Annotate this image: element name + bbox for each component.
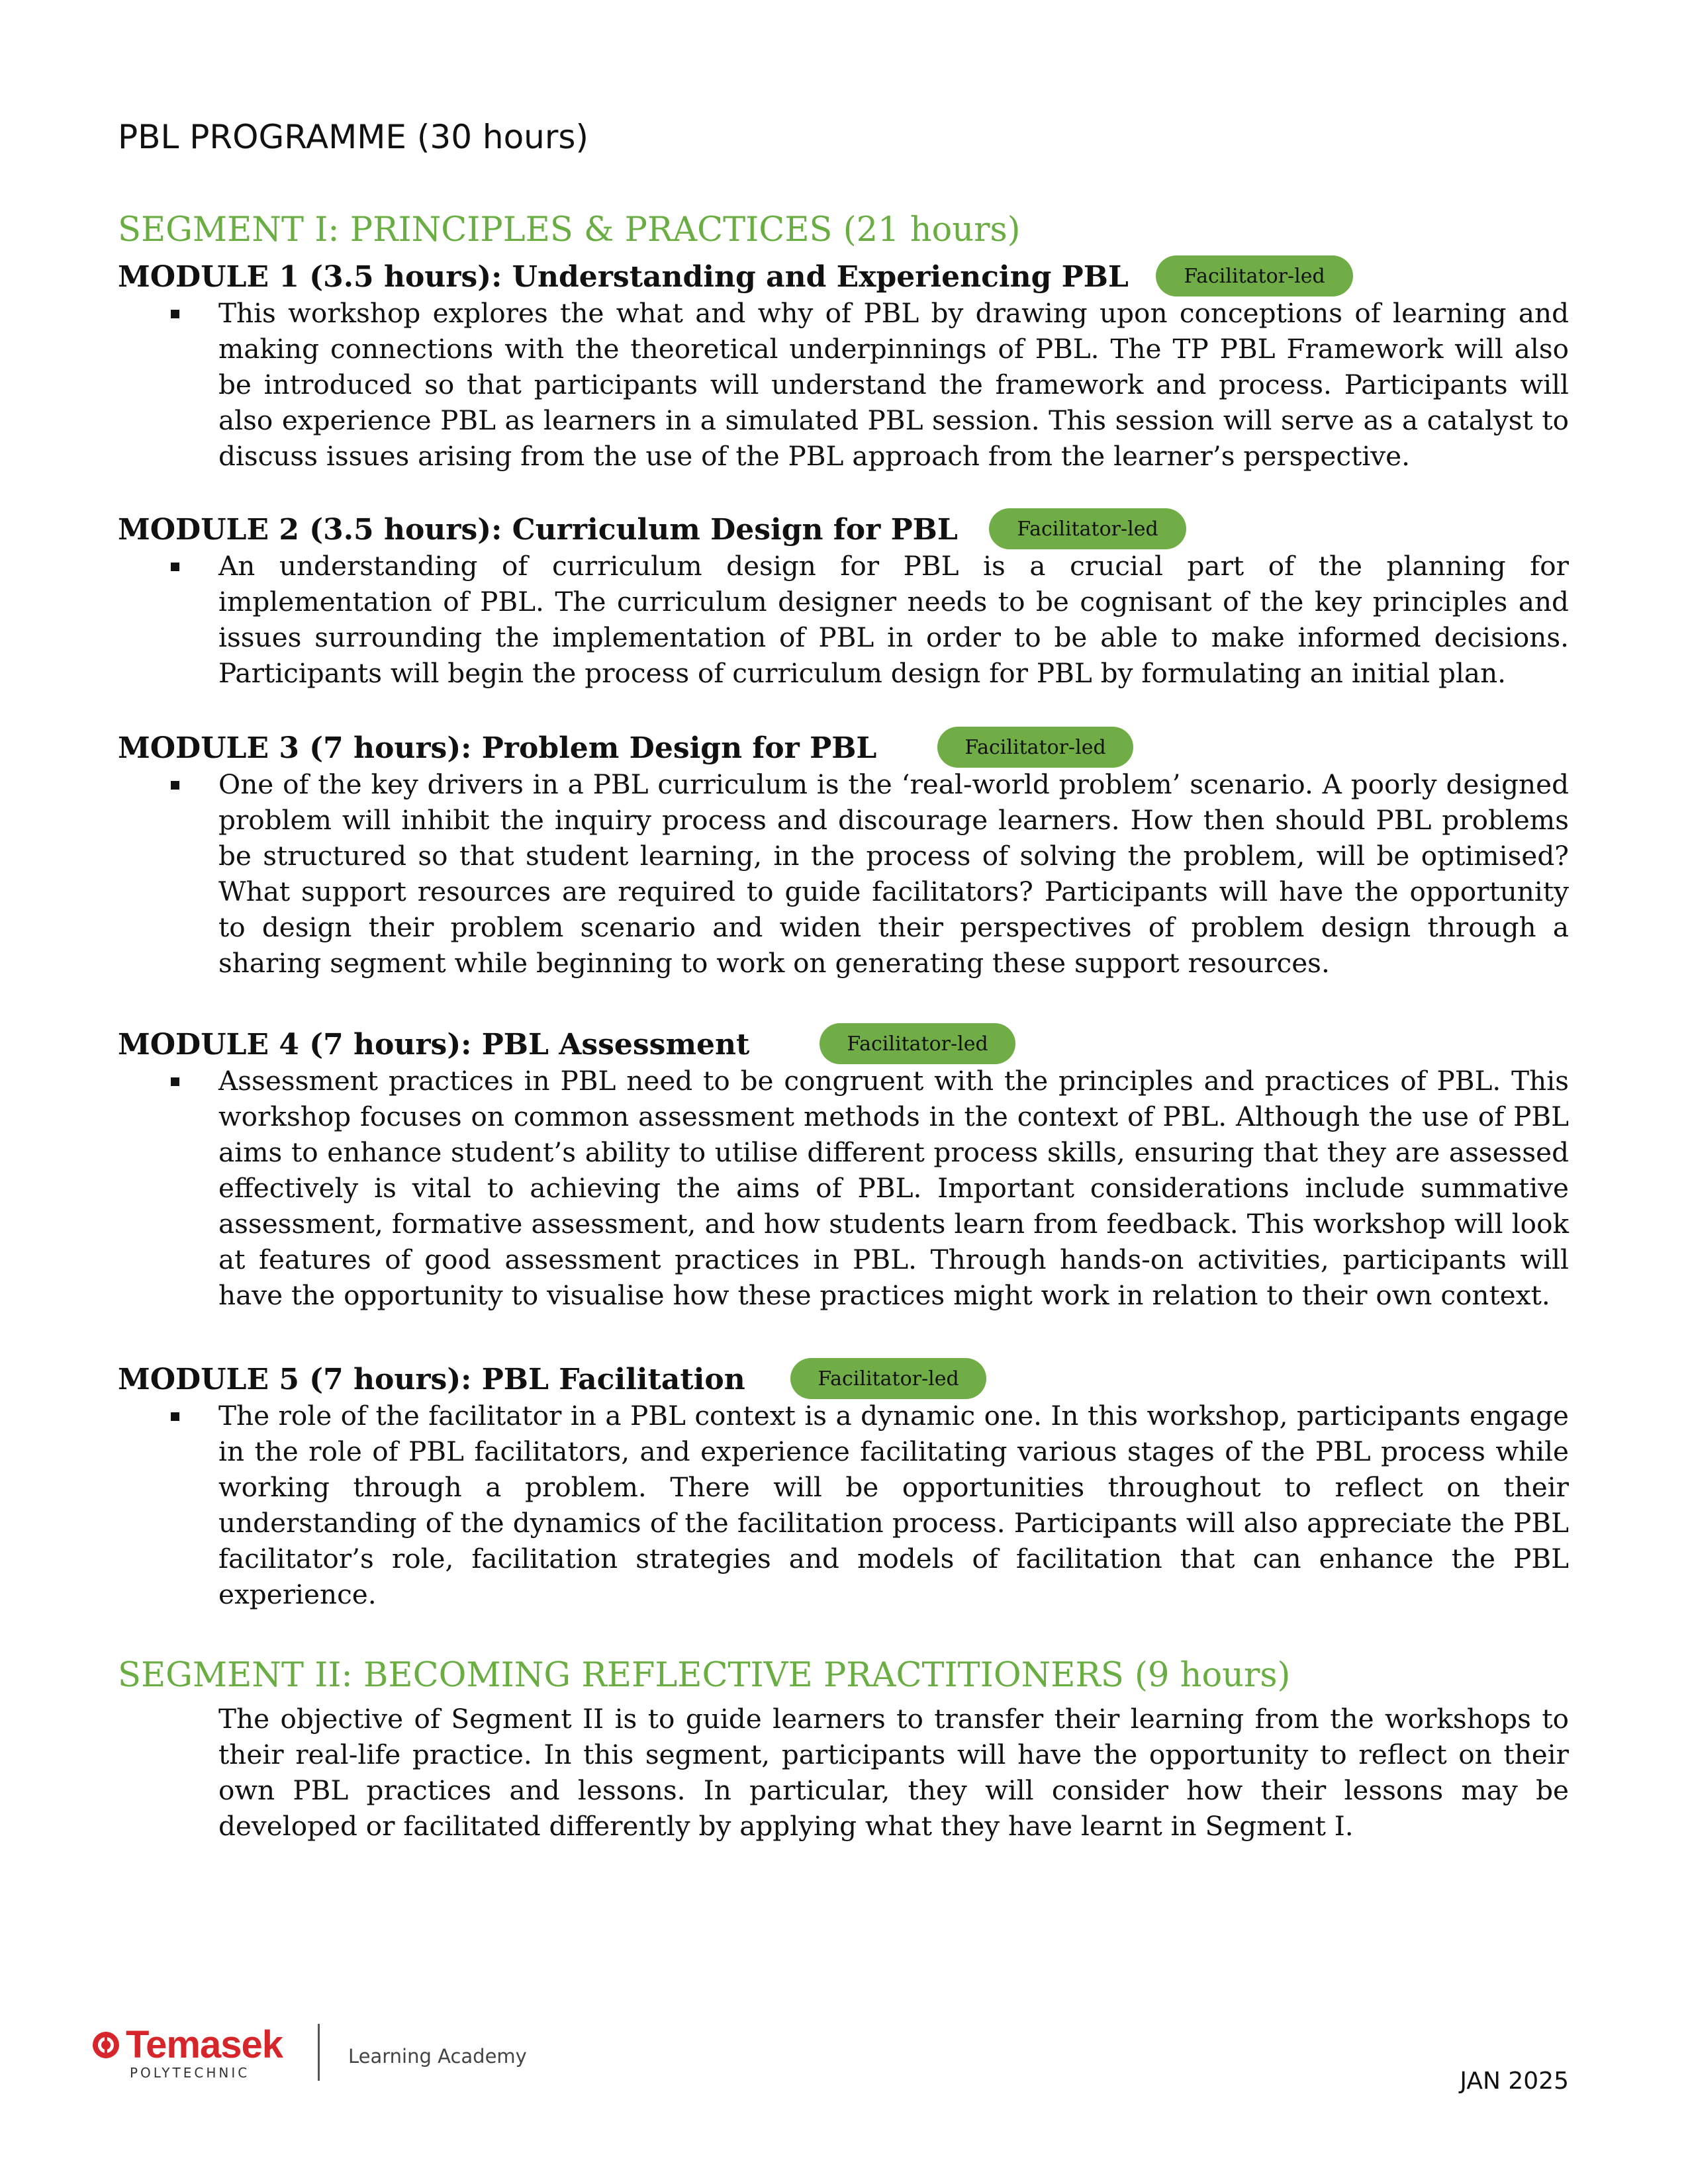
module-5-heading [118,1358,745,1400]
document-title: PBL PROGRAMME (30 hours) [118,118,588,156]
module-1-heading [118,255,1129,298]
module-3-description: One of the key drivers in a PBL curriculum is the ‘real-world problem’ scenario. A poorly designed problem will inhibit the inquiry process and discourage learners. How then should PBL problems be structured so that student learning, in the process of solving the problem, will be optimised? What support resources are required to guide facilitators? Participants will have the opportunity to design their problem scenario and widen their perspectives of problem design through a sharing segment while beginning to work on generating these support resources. [218,768,1569,979]
bullet-icon [171,781,179,790]
learning-academy-label: Learning Academy [348,2045,527,2068]
bullet-icon [171,1412,179,1421]
segment-1-heading: SEGMENT I: PRINCIPLES & PRACTICES (21 hours) [118,210,1021,250]
logo-wordmark: Temasek [126,2023,283,2066]
module-5-description: The role of the facilitator in a PBL context is a dynamic one. In this workshop, participants engage in the role of PBL facilitators, and experience facilitating various stages of the PBL process while working through a problem. There will be opportunities throughout to reflect on their understanding of the dynamics of the facilitation process. Participants will also appreciate the PBL facilitator’s role, facilitation strategies and models of facilitation that can enhance the PBL experience. [218,1400,1569,1610]
module-4-facilitator-badge: Facilitator-led [820,1023,1015,1064]
temasek-emblem-icon [91,2030,120,2060]
segment-2-description: The objective of Segment II is to guide learners to transfer their learning from the workshops to their real-life practice. In this segment, participants will have the opportunity to reflect on their own PBL practices and lessons. In particular, they will consider how their lessons may be developed or facilitated differently by applying what they have learnt in Segment I. [218,1703,1569,1842]
module-4-title: MODULE 4 (7 hours): PBL Assessment [118,1027,750,1062]
logo-divider [318,2024,320,2081]
module-2-facilitator-badge: Facilitator-led [989,508,1186,549]
module-5-title: MODULE 5 (7 hours): PBL Facilitation [118,1362,745,1396]
module-5-facilitator-badge: Facilitator-led [790,1358,986,1399]
document-date: JAN 2025 [1460,2068,1569,2095]
module-2-heading [118,508,958,551]
module-1-description: This workshop explores the what and why of PBL by drawing upon conceptions of learning and making connections with the theoretical underpinnings of PBL. The TP PBL Framework will also be introduced so that participants will understand the framework and process. Participants will also experience PBL as learners in a simulated PBL session. This session will serve as a catalyst to discuss issues arising from the use of the PBL approach from the learner’s perspective. [218,297,1569,472]
module-4-description: Assessment practices in PBL need to be congruent with the principles and practices of PBL. This workshop focuses on common assessment methods in the context of PBL. Although the use of PBL aims to enhance student’s ability to utilise different process skills, ensuring that they are assessed effectively is vital to achieving the aims of PBL. Important considerations include summative assessment, formative assessment, and how students learn from feedback. This workshop will look at features of good assessment practices in PBL. Through hands-on activities, participants will have the opportunity to visualise how these practices might work in relation to their own context. [218,1065,1569,1311]
module-2-description: An understanding of curriculum design for PBL is a crucial part of the planning for implementation of PBL. The curriculum designer needs to be cognisant of the key principles and issues surrounding the implementation of PBL in order to be able to make informed decisions. Participants will begin the process of curriculum design for PBL by formulating an initial plan. [218,550,1569,689]
bullet-icon [171,310,179,318]
module-1-title: MODULE 1 (3.5 hours): Understanding and Experiencing PBL [118,259,1129,294]
module-3-title: MODULE 3 (7 hours): Problem Design for PBL [118,731,877,765]
temasek-polytechnic-logo [91,2019,555,2085]
module-3-facilitator-badge: Facilitator-led [937,727,1133,768]
bullet-icon [171,1077,179,1086]
module-1-facilitator-badge: Facilitator-led [1156,255,1353,296]
segment-2-heading: SEGMENT II: BECOMING REFLECTIVE PRACTITIONERS (9 hours) [118,1656,1291,1695]
bullet-icon [171,563,179,571]
module-4-heading [118,1023,749,1066]
logo-subtitle: POLYTECHNIC [130,2065,250,2081]
module-2-title: MODULE 2 (3.5 hours): Curriculum Design for PBL [118,512,958,547]
module-3-heading [118,727,876,769]
